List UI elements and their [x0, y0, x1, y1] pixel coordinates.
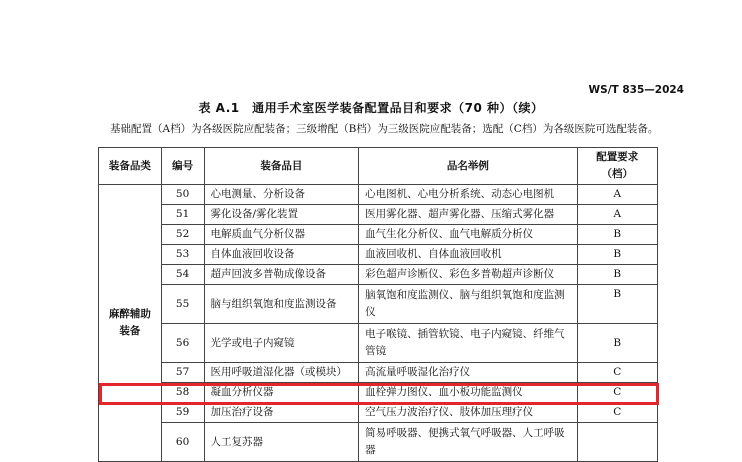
cell-requirement: C [577, 383, 657, 403]
table-row [99, 265, 658, 285]
cell-item: 超声回波多普勒成像设备 [204, 265, 359, 285]
cell-item: 雾化设备/雾化装置 [204, 205, 359, 225]
cell-item: 医用呼吸道湿化器（或模块） [204, 363, 359, 383]
cell-example: 血液回收机、自体血液回收机 [359, 245, 577, 265]
intro-text: 基础配置（A档）为各级医院应配装备；三级增配（B档）为三级医院应配装备；选配（C档）为各级医院可选配装备。 [110, 123, 659, 135]
cell-example: 心电图机、心电分析系统、动态心电图机 [359, 185, 577, 205]
table-title: 表 A.1 通用手术室医学装备配置品目和要求（70 种）（续） [198, 101, 544, 115]
cell-requirement: B [577, 265, 657, 285]
cell-number: 54 [161, 265, 204, 285]
cell-number: 53 [161, 245, 204, 265]
cell-requirement: B [577, 225, 657, 245]
equipment-table [98, 147, 658, 462]
cell-item: 自体血液回收设备 [204, 245, 359, 265]
cell-number: 55 [161, 285, 204, 324]
category-cell: 麻醉辅助 装备 [99, 185, 162, 462]
cell-requirement: B [577, 245, 657, 265]
cell-example: 血气生化分析仪、血气电解质分析仪 [359, 225, 577, 245]
cell-number: 57 [161, 363, 204, 383]
cell-item: 电解质血气分析仪器 [204, 225, 359, 245]
table-row [99, 324, 658, 363]
table-header-row [99, 148, 658, 185]
cell-example: 血栓弹力图仪、血小板功能监测仪 [359, 383, 577, 403]
cell-number: 59 [161, 403, 204, 423]
cell-number: 56 [161, 324, 204, 363]
header-item: 装备品目 [204, 148, 359, 185]
cell-example: 彩色超声诊断仪、彩色多普勒超声诊断仪 [359, 265, 577, 285]
cell-requirement: B [577, 324, 657, 363]
table-row [99, 205, 658, 225]
table-row [99, 363, 658, 383]
cell-example: 空气压力波治疗仪、肢体加压理疗仪 [359, 403, 577, 423]
header-example: 品名举例 [359, 148, 577, 185]
cell-example: 高流量呼吸湿化治疗仪 [359, 363, 577, 383]
cell-number: 51 [161, 205, 204, 225]
cell-item: 脑与组织氧饱和度监测设备 [204, 285, 359, 324]
highlight-box [99, 383, 659, 405]
cell-item: 凝血分析仪器 [204, 383, 359, 403]
table-row [99, 245, 658, 265]
cell-example: 简易呼吸器、便携式氧气呼吸器、人工呼吸器 [359, 423, 577, 462]
header-number: 编号 [161, 148, 204, 185]
cell-item: 加压治疗设备 [204, 403, 359, 423]
table-row [99, 225, 658, 245]
cell-number: 58 [161, 383, 204, 403]
cell-item: 心电测量、分析设备 [204, 185, 359, 205]
cell-example: 脑氧饱和度监测仪、脑与组织氧饱和度监测仪 [359, 285, 577, 324]
cell-requirement: C [577, 363, 657, 383]
table-row [99, 285, 658, 324]
cell-requirement: A [577, 185, 657, 205]
cell-number: 60 [161, 423, 204, 462]
cell-requirement: B [577, 285, 657, 324]
table-row [99, 403, 658, 423]
header-category: 装备品类 [99, 148, 162, 185]
cell-requirement: A [577, 205, 657, 225]
cell-example: 电子喉镜、插管软镜、电子内窥镜、纤维气管镜 [359, 324, 577, 363]
table-row [99, 423, 658, 462]
cell-number: 52 [161, 225, 204, 245]
cell-requirement: C [577, 403, 657, 423]
cell-number: 50 [161, 185, 204, 205]
cell-requirement [577, 423, 657, 462]
header-requirement: 配置要求（档） [577, 148, 657, 185]
cell-example: 医用雾化器、超声雾化器、压缩式雾化器 [359, 205, 577, 225]
standard-number: WS/T 835—2024 [588, 84, 684, 96]
table-row [99, 185, 658, 205]
cell-item: 人工复苏器 [204, 423, 359, 462]
cell-item: 光学或电子内窥镜 [204, 324, 359, 363]
